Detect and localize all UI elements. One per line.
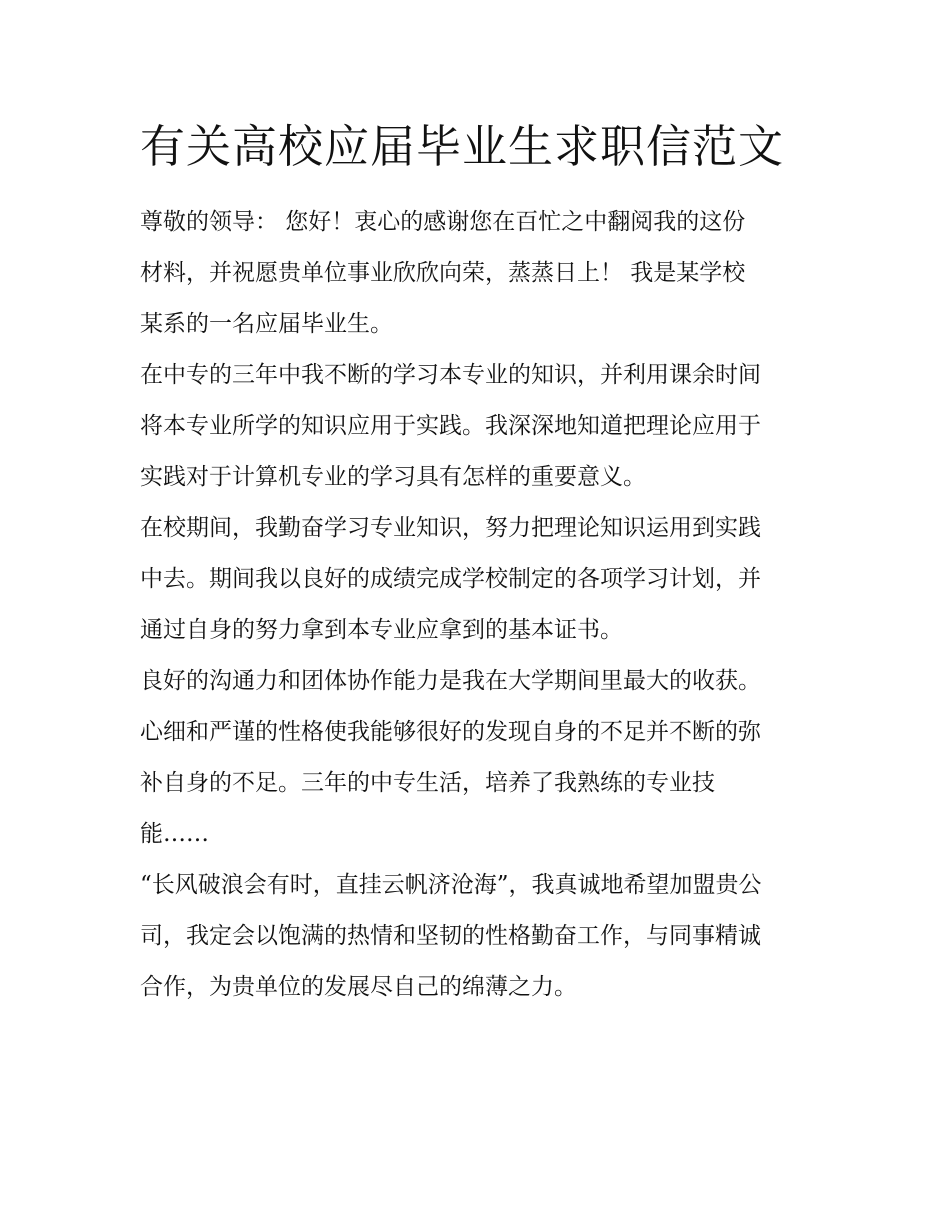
text-line: 通过自身的努力拿到本专业应拿到的基本证书。 (140, 617, 623, 643)
text-line: 在校期间，我勤奋学习专业知识，努力把理论知识运用到实践 (140, 515, 761, 541)
text-line: 在中专的三年中我不断的学习本专业的知识，并利用课余时间 (140, 362, 761, 388)
paragraph-study (140, 350, 812, 503)
text-line: 良好的沟通力和团体协作能力是我在大学期间里最大的收获。 (140, 668, 761, 694)
paragraph-greeting (140, 197, 812, 350)
text-line: 材料，并祝愿贵单位事业欣欣向荣，蒸蒸日上！ 我是某学校 (140, 260, 746, 286)
text-line: 司，我定会以饱满的热情和坚韧的性格勤奋工作，与同事精诚 (140, 923, 761, 949)
text-line: 合作，为贵单位的发展尽自己的绵薄之力。 (140, 974, 577, 1000)
text-line: 补自身的不足。三年的中专生活，培养了我熟练的专业技 (140, 770, 715, 796)
paragraph-closing (140, 860, 812, 1013)
document-title: 有关高校应届毕业生求职信范文 (140, 120, 785, 173)
text-line: 中去。期间我以良好的成绩完成学校制定的各项学习计划，并 (140, 566, 761, 592)
text-line: 能…… (140, 821, 209, 847)
text-line: 尊敬的领导： 您好！衷心的感谢您在百忙之中翻阅我的这份 (140, 209, 746, 235)
text-line: 某系的一名应届毕业生。 (140, 311, 393, 337)
paragraph-school-period (140, 503, 812, 656)
text-line: 心细和严谨的性格使我能够很好的发现自身的不足并不断的弥 (140, 719, 761, 745)
document-page (140, 115, 812, 1013)
text-line: 将本专业所学的知识应用于实践。我深深地知道把理论应用于 (140, 413, 761, 439)
text-line: 实践对于计算机专业的学习具有怎样的重要意义。 (140, 464, 646, 490)
paragraph-skills (140, 656, 812, 860)
text-line: “长风破浪会有时，直挂云帆济沧海”，我真诚地希望加盟贵公 (140, 872, 762, 898)
